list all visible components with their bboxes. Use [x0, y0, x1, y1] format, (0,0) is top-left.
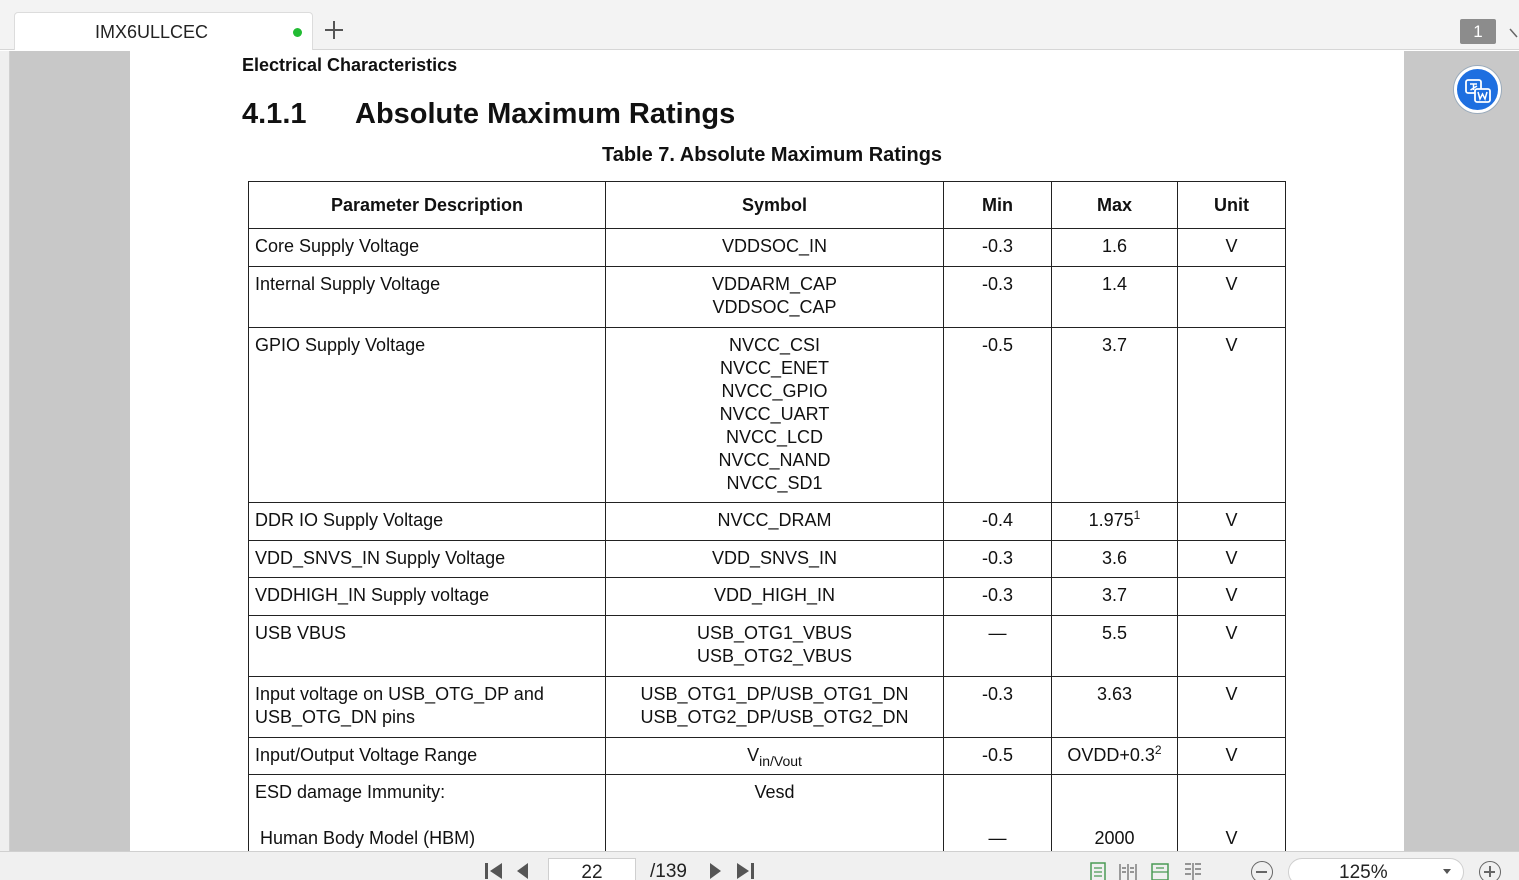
symbol-line: USB_OTG2_VBUS: [696, 646, 853, 666]
new-tab-plus-icon[interactable]: [322, 18, 346, 42]
table-row: [249, 503, 1286, 541]
page-total: /139: [650, 861, 687, 880]
symbol-main: V: [747, 745, 760, 765]
left-panel-strip[interactable]: [0, 51, 10, 851]
unit-cell: V: [1178, 578, 1286, 616]
symbol-cell: [606, 677, 944, 738]
unit-cell: V: [1178, 328, 1286, 503]
first-page-icon[interactable]: [484, 862, 504, 880]
symbol-subscript: in/Vout: [759, 753, 802, 769]
param-cell: [249, 677, 606, 738]
symbol-line: NVCC_ENET: [719, 358, 830, 378]
header-parameter: Parameter Description: [249, 182, 606, 229]
symbol-cell: [606, 267, 944, 328]
zoom-in-icon[interactable]: [1479, 861, 1501, 880]
right-gutter: [1404, 51, 1519, 851]
symbol-cell: VDD_HIGH_IN: [606, 578, 944, 616]
table-row: [249, 229, 1286, 267]
zoom-out-icon[interactable]: [1251, 861, 1273, 880]
footnote-ref[interactable]: 1: [1133, 508, 1141, 522]
table-row: [249, 677, 1286, 738]
max-cell: 3.7: [1052, 578, 1178, 616]
page-number-input[interactable]: 22: [548, 858, 636, 880]
chevron-down-icon[interactable]: [1443, 869, 1451, 874]
overflow-edge-icon: [1509, 26, 1519, 40]
bottom-toolbar: [0, 851, 1519, 880]
unit-value: V: [1225, 828, 1238, 848]
next-page-icon[interactable]: [709, 862, 723, 880]
unit-cell: [1178, 775, 1286, 852]
symbol-line: NVCC_LCD: [725, 427, 824, 447]
param-cell: VDD_SNVS_IN Supply Voltage: [249, 541, 606, 578]
table-header-row: [249, 182, 1286, 229]
unit-cell: V: [1178, 267, 1286, 328]
document-tab[interactable]: [14, 12, 313, 50]
table-row: [249, 541, 1286, 578]
ratings-table: [248, 181, 1286, 851]
symbol-line: USB_OTG2_DP/USB_OTG2_DN: [640, 707, 909, 727]
max-cell: [1052, 503, 1178, 541]
symbol-cell: VDDSOC_IN: [606, 229, 944, 267]
min-cell: -0.4: [944, 503, 1052, 541]
table-row: [249, 328, 1286, 503]
min-cell: -0.3: [944, 541, 1052, 578]
param-cell: Input/Output Voltage Range: [249, 738, 606, 775]
symbol-cell: [606, 738, 944, 775]
unit-cell: V: [1178, 503, 1286, 541]
translate-button[interactable]: [1454, 66, 1501, 113]
section-title: Absolute Maximum Ratings: [355, 98, 736, 130]
last-page-icon[interactable]: [735, 862, 755, 880]
header-symbol: Symbol: [606, 182, 944, 229]
section-number: 4.1.1: [242, 98, 307, 130]
max-value: 1.975: [1088, 510, 1134, 530]
param-cell: Core Supply Voltage: [249, 229, 606, 267]
unit-cell: V: [1178, 738, 1286, 775]
max-cell: 3.6: [1052, 541, 1178, 578]
min-cell: [944, 775, 1052, 852]
symbol-cell: NVCC_DRAM: [606, 503, 944, 541]
symbol-line: USB_OTG1_DP/USB_OTG1_DN: [640, 684, 909, 704]
max-cell: 5.5: [1052, 616, 1178, 677]
symbol-line: VDDSOC_CAP: [712, 297, 837, 317]
min-cell: -0.3: [944, 229, 1052, 267]
pdf-page: [130, 51, 1404, 851]
unit-cell: V: [1178, 677, 1286, 738]
min-cell: -0.3: [944, 677, 1052, 738]
symbol-line: VDDARM_CAP: [711, 274, 838, 294]
param-line: ESD damage Immunity:: [255, 782, 446, 802]
param-cell: USB VBUS: [249, 616, 606, 677]
table-row: [249, 775, 1286, 852]
param-line: Input voltage on USB_OTG_DP and: [255, 684, 544, 704]
max-cell: 3.63: [1052, 677, 1178, 738]
running-head: Electrical Characteristics: [242, 55, 458, 75]
param-cell: [249, 775, 606, 852]
unsaved-dot-icon: [293, 28, 302, 37]
max-cell: 1.6: [1052, 229, 1178, 267]
symbol-line: NVCC_SD1: [726, 473, 823, 493]
unit-cell: V: [1178, 541, 1286, 578]
symbol-line: NVCC_NAND: [718, 450, 831, 470]
tab-bar: [0, 0, 1519, 50]
min-value: —: [988, 828, 1007, 848]
symbol-cell: [606, 328, 944, 503]
min-cell: -0.3: [944, 578, 1052, 616]
table-row: [249, 738, 1286, 775]
two-page-view-icon[interactable]: [1118, 862, 1138, 880]
max-cell: 1.4: [1052, 267, 1178, 328]
document-viewer[interactable]: [0, 51, 1519, 851]
symbol-cell: [606, 616, 944, 677]
param-cell: Internal Supply Voltage: [249, 267, 606, 328]
symbol-cell: VDD_SNVS_IN: [606, 541, 944, 578]
max-value: 2000: [1094, 828, 1135, 848]
min-cell: -0.3: [944, 267, 1052, 328]
table-row: [249, 267, 1286, 328]
header-unit: Unit: [1178, 182, 1286, 229]
prev-page-icon[interactable]: [515, 862, 529, 880]
max-cell: 3.7: [1052, 328, 1178, 503]
min-cell: -0.5: [944, 738, 1052, 775]
table-row: [249, 578, 1286, 616]
unit-cell: V: [1178, 616, 1286, 677]
unit-cell: V: [1178, 229, 1286, 267]
symbol-line: USB_OTG1_VBUS: [696, 623, 853, 643]
page-badge[interactable]: 1: [1460, 19, 1496, 44]
param-cell: VDDHIGH_IN Supply voltage: [249, 578, 606, 616]
min-cell: —: [944, 616, 1052, 677]
two-page-continuous-icon[interactable]: [1183, 862, 1203, 880]
max-cell: [1052, 738, 1178, 775]
single-page-view-icon[interactable]: [1088, 862, 1108, 880]
param-cell: DDR IO Supply Voltage: [249, 503, 606, 541]
max-value: OVDD+0.3: [1067, 745, 1155, 765]
max-cell: [1052, 775, 1178, 852]
continuous-view-icon[interactable]: [1150, 862, 1170, 880]
param-cell: GPIO Supply Voltage: [249, 328, 606, 503]
param-line: USB_OTG_DN pins: [255, 707, 416, 727]
symbol-cell: Vesd: [606, 775, 944, 852]
table-row: [249, 616, 1286, 677]
symbol-line: NVCC_GPIO: [721, 381, 828, 401]
header-max: Max: [1052, 182, 1178, 229]
footnote-ref[interactable]: 2: [1154, 743, 1162, 757]
min-cell: -0.5: [944, 328, 1052, 503]
symbol-line: NVCC_UART: [719, 404, 830, 424]
symbol-line: NVCC_CSI: [728, 335, 821, 355]
tab-title: IMX6ULLCEC: [95, 22, 209, 42]
param-subline: Human Body Model (HBM): [260, 828, 476, 848]
translate-icon: [1465, 78, 1491, 104]
table-caption: Table 7. Absolute Maximum Ratings: [601, 144, 943, 166]
header-min: Min: [944, 182, 1052, 229]
zoom-select[interactable]: 125%: [1288, 858, 1464, 880]
